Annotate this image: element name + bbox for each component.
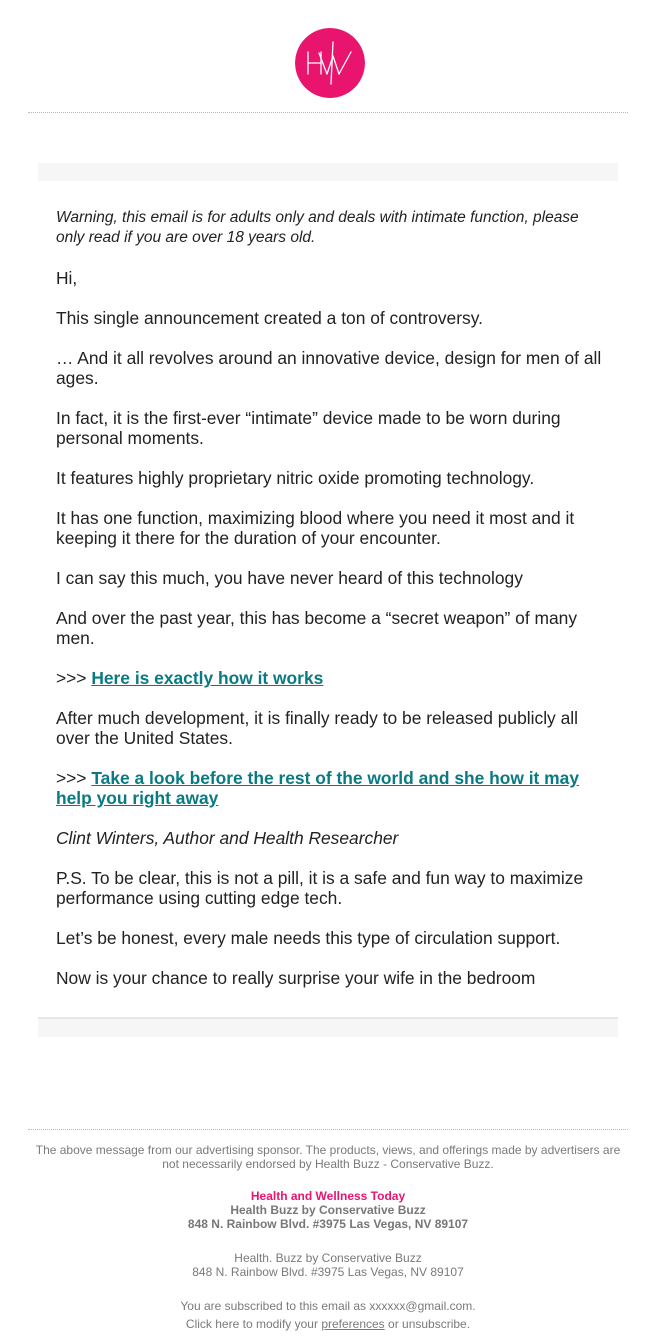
modify-line xyxy=(28,1317,628,1331)
header xyxy=(0,28,648,98)
paragraph-6: I can say this much, you have never heard of this technology xyxy=(56,568,523,588)
brand-address: 848 N. Rainbow Blvd. #3975 Las Vegas, NV 89107 xyxy=(187,1217,469,1231)
link-1-line xyxy=(56,668,604,688)
footer-brand-block xyxy=(28,1189,628,1231)
footer-disclaimer xyxy=(28,1143,628,1171)
paragraph-8: After much development, it is finally ready to be released publicly all over the United States. xyxy=(56,708,578,748)
signature: Clint Winters, Author and Health Researcher xyxy=(56,828,399,848)
subscribed-text: You are subscribed to this email as xxxxxx@gmail.com. xyxy=(180,1299,476,1313)
paragraph-10: Now is your chance to really surprise your wife in the bedroom xyxy=(56,968,536,988)
modify-prefix: Click here to modify your xyxy=(185,1317,322,1331)
paragraph-5: It has one function, maximizing blood where you need it most and it keeping it there for the duration of your encounter. xyxy=(56,508,575,548)
hw-logo[interactable] xyxy=(295,28,365,98)
content-top-spacer xyxy=(38,163,618,181)
adult-warning: Warning, this email is for adults only and deals with intimate function, please only read if you are over 18 years old. xyxy=(56,209,579,246)
footer-divider xyxy=(28,1129,628,1130)
email-body xyxy=(56,208,604,1008)
content-bottom-spacer xyxy=(38,1017,618,1037)
how-it-works-link[interactable]: Here is exactly how it works xyxy=(91,668,324,688)
take-a-look-link[interactable]: Take a look before the rest of the world and she how it may help you right away xyxy=(56,768,579,808)
modify-suffix: or unsubscribe. xyxy=(384,1317,471,1331)
paragraph-1: This single announcement created a ton of controversy. xyxy=(56,308,483,328)
greeting: Hi, xyxy=(56,268,78,288)
postscript: P.S. To be clear, this is not a pill, it is a safe and fun way to maximize performance using cutting edge tech. xyxy=(56,868,584,908)
brand-name: Health and Wellness Today xyxy=(250,1189,406,1203)
link-2-line xyxy=(56,768,604,808)
brand-subtitle: Health Buzz by Conservative Buzz xyxy=(230,1203,426,1217)
paragraph-9: Let’s be honest, every male needs this type of circulation support. xyxy=(56,928,561,948)
paragraph-4: It features highly proprietary nitric oxide promoting technology. xyxy=(56,468,535,488)
disclaimer-text: The above message from our advertising sponsor. The products, views, and offerings made by advertisers are not necessarily endorsed by Health Buzz - Conservative Buzz. xyxy=(35,1143,621,1171)
link-2-prefix: >>> xyxy=(56,768,92,788)
link-1-prefix: >>> xyxy=(56,668,92,688)
company-address: 848 N. Rainbow Blvd. #3975 Las Vegas, NV 89107 xyxy=(192,1265,464,1279)
paragraph-3: In fact, it is the first-ever “intimate” device made to be worn during personal moments. xyxy=(56,408,561,448)
footer-subscription-block xyxy=(28,1299,628,1331)
preferences-link[interactable]: preferences xyxy=(321,1317,385,1331)
header-divider xyxy=(28,112,628,113)
paragraph-2: … And it all revolves around an innovative device, design for men of all ages. xyxy=(56,348,602,388)
company-name: Health. Buzz by Conservative Buzz xyxy=(234,1251,422,1265)
footer-company-block xyxy=(28,1251,628,1279)
paragraph-7: And over the past year, this has become a “secret weapon” of many men. xyxy=(56,608,578,648)
